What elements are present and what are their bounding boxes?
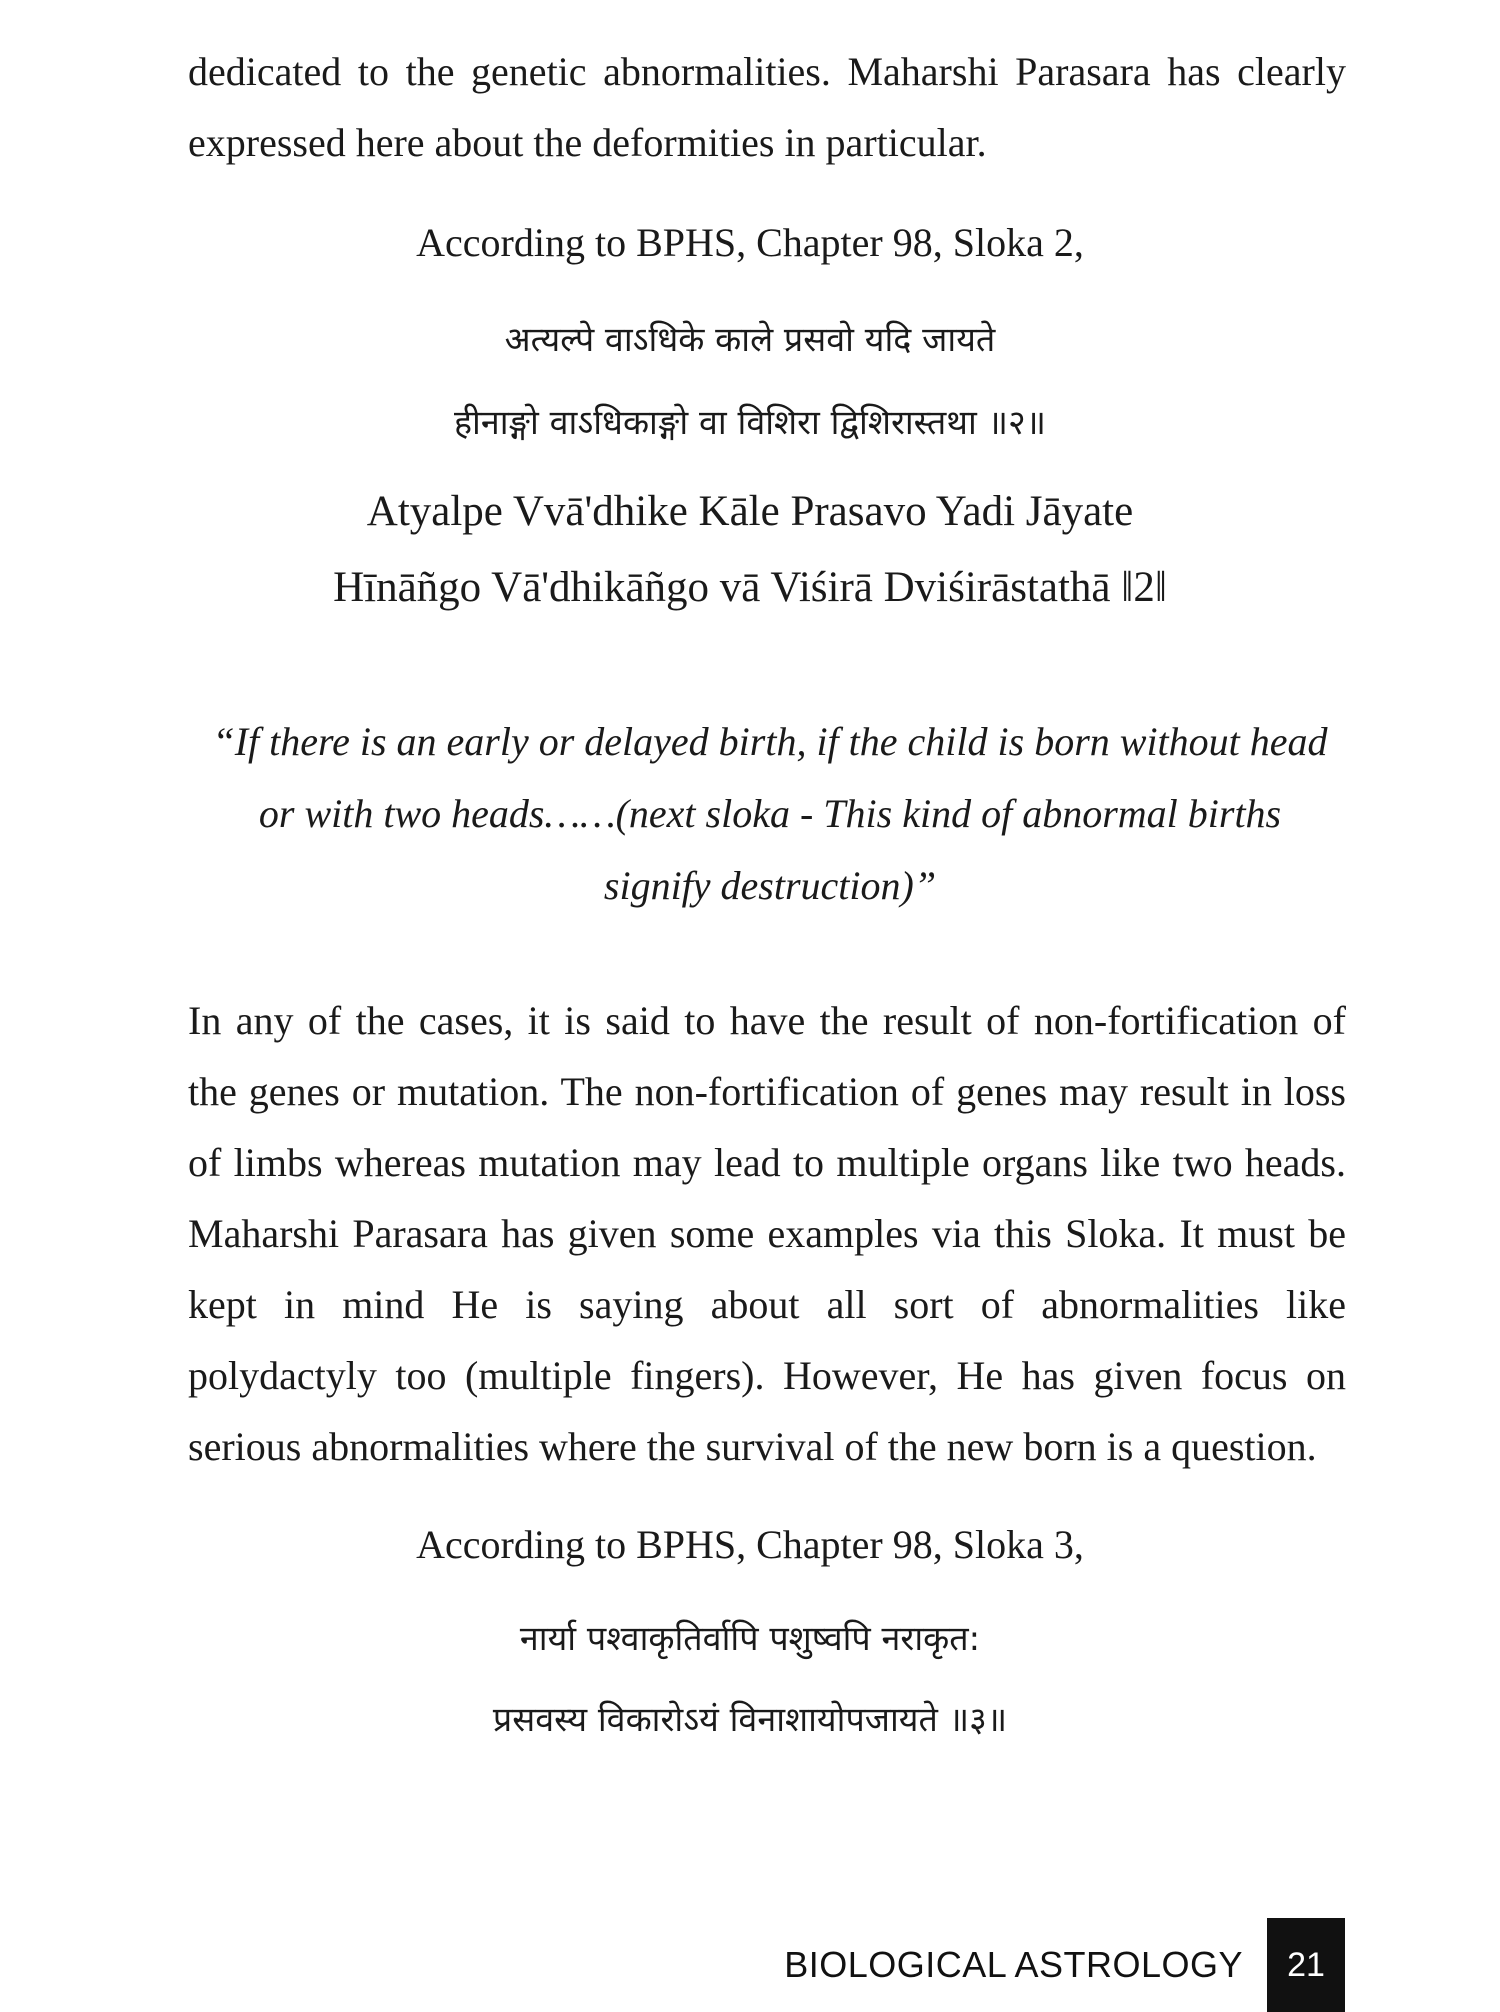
quote-line: signify destruction)”: [603, 863, 937, 908]
main-paragraph-line: In any of the cases, it is said to have the result of non-fortification of: [188, 998, 1346, 1043]
quote-line: “If there is an early or delayed birth, if the child is born without head: [212, 719, 1328, 764]
translation-quote: [195, 706, 1345, 922]
main-paragraph-line: Maharshi Parasara has given some examples via this Sloka. It must be: [188, 1211, 1346, 1256]
sloka-3-devanagari-line-1: नार्या पश्वाकृतिर्वापि पशुष्वपि नराकृत:: [519, 1619, 981, 1659]
sloka-3-devanagari-line-2: प्रसवस्य विकारोऽयं विनाशायोपजायते ॥३॥: [492, 1700, 1008, 1740]
book-title: BIOLOGICAL ASTROLOGY: [784, 1944, 1243, 1985]
sloka-2-transliteration-line-2: Hīnāñgo Vā'dhikāñgo vā Viśirā Dviśirāstathā ‖2‖: [333, 564, 1167, 611]
page-number: 21: [1267, 1918, 1345, 2012]
top-paragraph-line: expressed here about the deformities in particular.: [188, 120, 987, 165]
main-paragraph-line: of limbs whereas mutation may lead to multiple organs like two heads.: [188, 1140, 1346, 1185]
top-paragraph: [188, 36, 1346, 178]
sloka-2-reference: According to BPHS, Chapter 98, Sloka 2,: [416, 220, 1084, 265]
sloka-2-devanagari-line-1: अत्यल्पे वाऽधिके काले प्रसवो यदि जायते: [504, 320, 996, 360]
quote-line: or with two heads……(next sloka - This kind of abnormal births: [258, 791, 1282, 836]
main-paragraph-line: serious abnormalities where the survival of the new born is a question.: [188, 1424, 1317, 1469]
main-paragraph-line: kept in mind He is saying about all sort of abnormalities like: [188, 1282, 1346, 1327]
main-paragraph: [188, 985, 1346, 1482]
page-footer: [784, 1918, 1345, 2012]
sloka-2-transliteration-line-1: Atyalpe Vvā'dhike Kāle Prasavo Yadi Jāyate: [366, 488, 1134, 535]
sloka-3-reference: According to BPHS, Chapter 98, Sloka 3,: [416, 1522, 1084, 1567]
sloka-2-devanagari-line-2: हीनाङ्गो वाऽधिकाङ्गो वा विशिरा द्विशिरास्तथा ॥२॥: [453, 403, 1047, 443]
top-paragraph-line: dedicated to the genetic abnormalities. Maharshi Parasara has clearly: [188, 49, 1346, 94]
main-paragraph-line: the genes or mutation. The non-fortification of genes may result in loss: [188, 1069, 1346, 1114]
main-paragraph-line: polydactyly too (multiple fingers). However, He has given focus on: [188, 1353, 1346, 1398]
